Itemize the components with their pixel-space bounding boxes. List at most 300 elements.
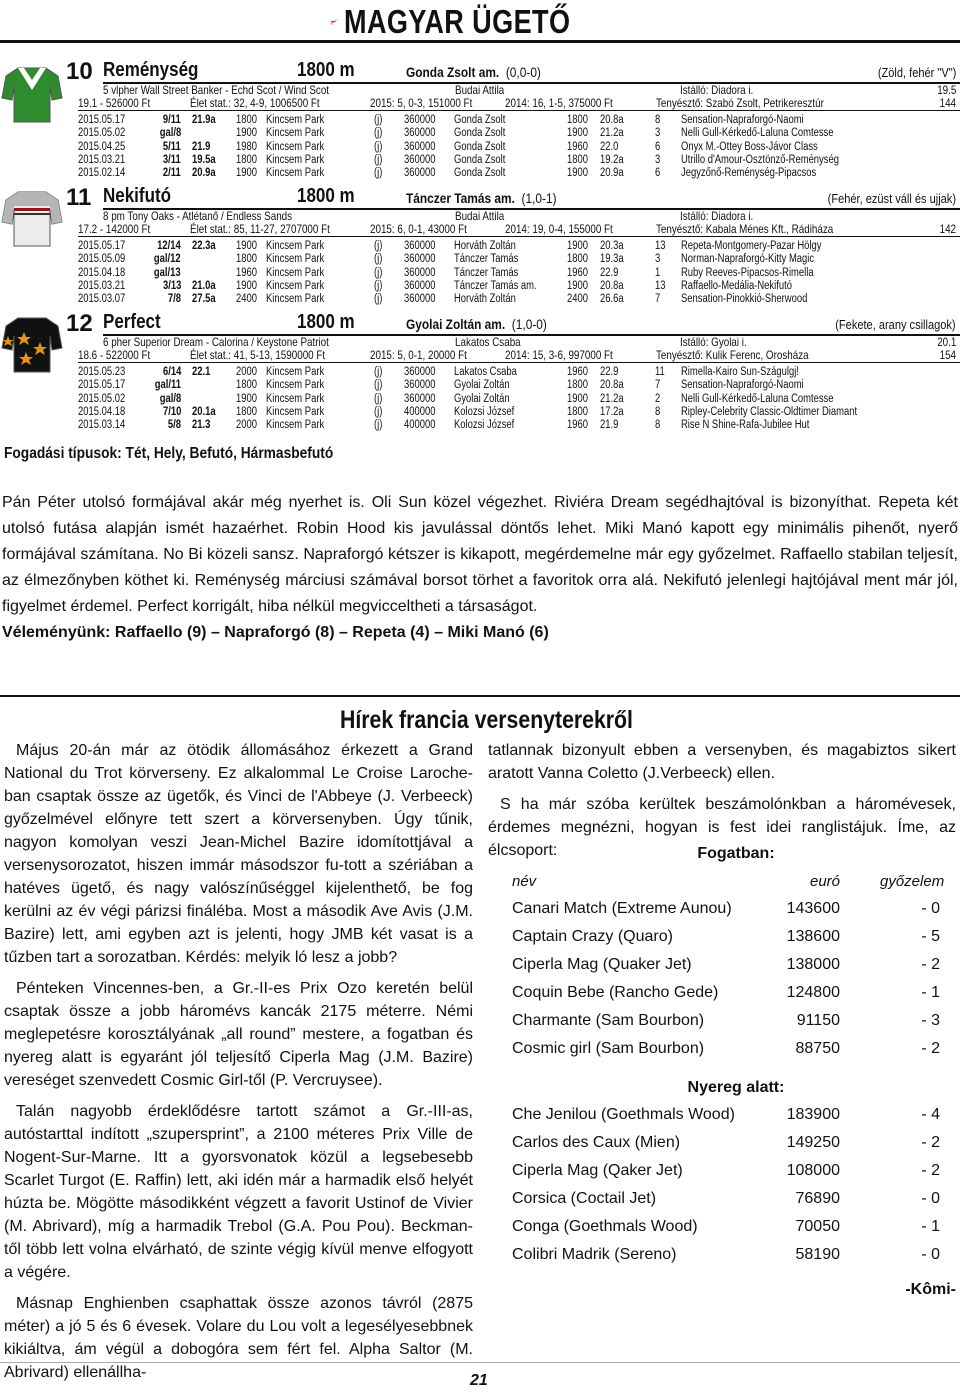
footer-rule (0, 1362, 960, 1363)
race-row (78, 167, 958, 180)
race-n: 7 (655, 293, 661, 306)
race-date: 2015.03.14 (78, 419, 126, 432)
race-rdist: 1960 (567, 140, 588, 153)
race-track: Kincsem Park (266, 114, 325, 126)
race-dist: 1800 (236, 114, 257, 126)
race-prize: 360000 (404, 279, 436, 292)
year-stat-2015: 2015: 5, 0-3, 151000 Ft (370, 96, 473, 110)
news-paragraph: tatlannak bizonyult ebben a versenyben, és magabiztos sikert aratott Vanna Coletto (J.Verbeeck) ellen. (488, 742, 956, 782)
table-cell-name: Ciperla Mag (Quaker Jet) (512, 956, 692, 973)
trainer: Lakatos Csaba (455, 335, 521, 349)
race-rtime: 20.8a (600, 379, 624, 392)
table-cell-euro: 76890 (795, 1190, 840, 1207)
divider (78, 110, 960, 111)
breeder: Tenyésztő: Szabó Zsolt, Petrikeresztúr (656, 96, 824, 110)
table-cell-wins: - 0 (921, 900, 940, 917)
race-n: 1 (655, 266, 661, 279)
race-dist: 1900 (236, 240, 257, 252)
race-date: 2015.05.17 (78, 379, 126, 392)
pedigree: 8 pm Tony Oaks - Atlétanő / Endless Sands (103, 209, 293, 223)
race-result: Sensation-Napraforgó-Naomi (681, 379, 804, 392)
race-rtime: 22.9 (600, 266, 619, 279)
breeder: Tenyésztő: Kabala Ménes Kft., Rádiháza (656, 222, 834, 236)
race-dist: 1900 (236, 167, 257, 180)
table-cell-euro: 149250 (786, 1134, 840, 1151)
col-header-wins: győzelem (880, 873, 945, 890)
race-driver: Gonda Zsolt (454, 127, 506, 140)
magazine-title: MAGYAR ÜGETŐ (343, 3, 571, 40)
table-cell-wins: - 2 (921, 1134, 940, 1151)
table-cell-wins: - 1 (921, 984, 940, 1001)
code: 144 (939, 96, 956, 110)
race-prize: 360000 (404, 153, 436, 166)
race-rdist: 1960 (567, 266, 588, 279)
table-row (512, 1040, 942, 1068)
race-rdist: 1800 (567, 379, 588, 392)
race-date: 2015.05.23 (78, 366, 126, 378)
race-track: Kincsem Park (266, 419, 325, 432)
table-row (512, 1190, 942, 1218)
race-n: 2 (655, 392, 661, 405)
race-place: 12/14 (157, 240, 181, 252)
table-cell-wins: - 2 (921, 1040, 940, 1057)
driver-name: Gonda Zsolt am. (0,0-0) (406, 64, 541, 80)
horse-sulky-logo (330, 6, 338, 38)
race-row (78, 406, 958, 419)
race-time: 21.0a (192, 279, 216, 292)
race-rtime: 26.6a (600, 293, 624, 306)
race-n: 13 (655, 279, 666, 292)
table-cell-name: Captain Crazy (Quaro) (512, 928, 673, 945)
news-title: Hírek francia versenyterekről (340, 706, 633, 734)
horse-name: Perfect (103, 311, 161, 333)
race-dist: 2000 (236, 366, 257, 378)
life-stat: Élet stat.: 32, 4-9, 1006500 Ft (190, 96, 320, 110)
race-driver: Kolozsi József (454, 419, 515, 432)
horse-number: 10 (66, 58, 93, 85)
race-place: gal/13 (154, 266, 181, 279)
race-dist: 1800 (236, 153, 257, 166)
race-place: gal/11 (154, 379, 181, 392)
table-cell-name: Che Jenilou (Goethmals Wood) (512, 1106, 735, 1123)
table-cell-wins: - 5 (921, 928, 940, 945)
divider (78, 236, 960, 237)
race-date: 2015.04.18 (78, 405, 126, 418)
table-cell-euro: 108000 (786, 1162, 840, 1179)
race-cond: (j) (374, 379, 383, 392)
race-driver: Tánczer Tamás (454, 266, 519, 279)
race-result: Jegyzőnő-Reménység-Pipacsos (681, 167, 817, 180)
race-distance: 1800 m (297, 311, 355, 333)
race-n: 3 (655, 127, 661, 140)
table-row (512, 984, 942, 1012)
race-row (78, 366, 958, 379)
race-cond: (j) (374, 114, 383, 126)
race-rdist: 1960 (567, 366, 588, 378)
race-result: Nelli Gull-Kérkedő-Laluna Comtesse (681, 392, 834, 405)
race-row (78, 419, 958, 432)
race-rdist: 1900 (567, 279, 588, 292)
race-track: Kincsem Park (266, 293, 325, 306)
race-rdist: 1800 (567, 114, 588, 126)
silks-colors: (Fehér, ezüst váll és ujjak) (827, 191, 956, 206)
table-cell-name: Carlos des Caux (Mien) (512, 1134, 681, 1151)
race-driver: Tánczer Tamás (454, 253, 519, 266)
race-place: gal/8 (159, 392, 181, 405)
table-cell-wins: - 2 (921, 1162, 940, 1179)
race-time: 20.9a (192, 167, 216, 180)
table-cell-euro: 183900 (786, 1106, 840, 1123)
race-prize: 360000 (404, 127, 436, 140)
silks-green-white-v-icon (0, 62, 64, 124)
race-cond: (j) (374, 366, 383, 378)
race-row (78, 267, 958, 280)
table-cell-name: Conga (Goethmals Wood) (512, 1218, 698, 1235)
race-date: 2015.02.14 (78, 167, 126, 180)
race-rdist: 1960 (567, 419, 588, 432)
race-prize: 360000 (404, 167, 436, 180)
race-cond: (j) (374, 293, 383, 306)
race-driver: Tánczer Tamás am. (454, 279, 537, 292)
race-row (78, 127, 958, 140)
race-prize: 400000 (404, 419, 436, 432)
race-rtime: 19.2a (600, 153, 624, 166)
race-date: 2015.05.02 (78, 392, 126, 405)
race-prize: 360000 (404, 240, 436, 252)
race-date: 2015.04.25 (78, 140, 126, 153)
race-cond: (j) (374, 140, 383, 153)
horse-name: Nekifutó (103, 185, 171, 207)
brand (330, 4, 620, 40)
race-rtime: 20.9a (600, 167, 624, 180)
table-cell-euro: 143600 (786, 900, 840, 917)
table-cell-name: Ciperla Mag (Qaker Jet) (512, 1162, 683, 1179)
race-time: 21.3 (192, 419, 211, 432)
race-date: 2015.05.02 (78, 127, 126, 140)
race-prize: 360000 (404, 366, 436, 378)
verdict: Véleményünk: Raffaello (9) – Napraforgó (8) – Repeta (4) – Miki Manó (6) (2, 624, 549, 641)
analysis-text: Pán Péter utolsó formájával akár még nyerhet is. Oli Sun közel végezhet. Riviéra Dream segédhajtóval is bizonyíthat. Repeta két utolsó futása alapján ismét hazaérhet. Robin Hood kis javulással döntős lehet. Miki Manó kapott egy minimális pihenőt, nyerő formájával számítana. No Bi közeli sansz. Napraforgó kétszer is kikapott, megérdemelne már egy győzelmet. Raffaello stabilan teljesít, az élmezőnyben köthet ki. Reménység márciusi számával borsot törhet a favoritok orra alá. Nekifutó jelenlegi hajtójával ment már jól, figyelmet érdemel. Perfect korrigált, hiba nélkül megvicceltheti a társaságot. (2, 494, 958, 615)
race-cond: (j) (374, 405, 383, 418)
race-place: gal/8 (159, 127, 181, 140)
race-n: 6 (655, 167, 661, 180)
table-cell-name: Cosmic girl (Sam Bourbon) (512, 1040, 705, 1057)
news-paragraph: Május 20-án már az ötödik állomásához érkezett a Grand National du Trot körverseny. Ez alkalommal Le Croise Laroche-ban csaptak össze az ügetők, és Vinci de l'Abbeye (J. Verbeeck) győzelmével előnyre tett szert a körversenyben. Úgy tűnik, nagyon komolyan veszi Jean-Michel Bazire idomítottjával a versenysorozatot, hiszen immár másodszor fu-tott a szériában a hatéves ügető, és nagy valószínűséggel kijelenthető, be fog kerülni az év végi párizsi finálébа. Most a második Ave Avis (J.M. Bazire) lett, ami egyben azt is jelenti, hogy JMB két vasat is a tűzben tart a sorozatban. Kérdés: melyik ló lesz a jobb? (4, 742, 473, 966)
race-driver: Horváth Zoltán (454, 240, 516, 252)
race-time: 22.3a (192, 240, 216, 252)
race-rtime: 22.9 (600, 366, 619, 378)
race-place: gal/12 (154, 253, 181, 266)
race-result: Onyx M.-Ottey Boss-Jávor Class (681, 140, 818, 153)
race-result: Rimella-Kairo Sun-Szágulgj! (681, 366, 799, 378)
race-date: 2015.05.09 (78, 253, 126, 266)
year-stat-2014: 2014: 15, 3-6, 997000 Ft (505, 348, 613, 362)
race-n: 8 (655, 419, 661, 432)
section-divider (0, 695, 960, 697)
race-date: 2015.05.17 (78, 114, 126, 126)
race-cond: (j) (374, 253, 383, 266)
horse-number: 11 (66, 184, 92, 211)
race-rdist: 1900 (567, 167, 588, 180)
col-header-name: név (512, 873, 537, 890)
analysis-paragraph (2, 490, 958, 646)
race-rtime: 17.2a (600, 405, 624, 418)
race-driver: Gyolai Zoltán (454, 392, 510, 405)
odds: 20.1 (936, 335, 956, 349)
race-dist: 2000 (236, 419, 257, 432)
race-result: Utrillo d'Amour-Ösztönző-Reménység (681, 153, 839, 166)
race-rtime: 20.8a (600, 279, 624, 292)
news-paragraph: Talán nagyobb érdeklődésre tartott számot a Gr.-III-as, autóstarttal indított „szupersprint”, a 2100 méteres Prix Ville de Nogent-Sur-Marne. Itt a gyorsvonatok közül a legsebesebb Scarlet Turgot (E. Raffin) lett, aki idén már a harmadik első helyét húzta be. Mögötte másodikként végzett a favorit Ustinof de Vivier (M. Abrivard), míg a harmadik Trebol (G.A. Pou Pou). Beckman-től több lett volna elvárható, de szinte végig kívül menve elfogyott a végére. (4, 1103, 473, 1281)
race-row (78, 253, 958, 266)
race-date: 2015.03.07 (78, 293, 126, 306)
race-n: 8 (655, 405, 661, 418)
race-dist: 1800 (236, 253, 257, 266)
race-row (78, 114, 958, 127)
race-place: 3/11 (163, 153, 181, 166)
race-row (78, 393, 958, 406)
table-cell-wins: - 1 (921, 1218, 940, 1235)
table-cell-euro: 88750 (795, 1040, 840, 1057)
race-track: Kincsem Park (266, 366, 325, 378)
driver-name: Gyolai Zoltán am. (1,0-0) (406, 316, 547, 332)
bet-types: Fogadási típusok: Tét, Hely, Befutó, Hármasbefutó (4, 445, 334, 462)
race-driver: Kolozsi József (454, 405, 515, 418)
race-track: Kincsem Park (266, 379, 325, 392)
race-row (78, 379, 958, 392)
race-date: 2015.03.21 (78, 153, 126, 166)
race-distance: 1800 m (297, 59, 355, 81)
table-cell-wins: - 3 (921, 1012, 940, 1029)
code: 154 (939, 348, 956, 362)
race-place: 7/8 (167, 293, 181, 306)
race-n: 13 (655, 240, 666, 252)
race-driver: Gonda Zsolt (454, 153, 506, 166)
race-driver: Gonda Zsolt (454, 140, 506, 153)
table-cell-euro: 138000 (786, 956, 840, 973)
race-cond: (j) (374, 279, 383, 292)
stable: Istálló: Gyolai i. (680, 335, 747, 349)
table-cell-euro: 124800 (786, 984, 840, 1001)
race-rdist: 1900 (567, 127, 588, 140)
race-n: 3 (655, 153, 661, 166)
race-cond: (j) (374, 167, 383, 180)
pedigree: 6 pher Superior Dream - Calorina / Keystone Patriot (103, 335, 329, 349)
race-date: 2015.05.17 (78, 240, 126, 252)
race-rtime: 21.9 (600, 419, 619, 432)
table-row (512, 1012, 942, 1040)
race-cond: (j) (374, 392, 383, 405)
race-track: Kincsem Park (266, 127, 325, 140)
horse-entry-12 (0, 308, 960, 438)
race-prize: 400000 (404, 405, 436, 418)
race-track: Kincsem Park (266, 240, 325, 252)
race-dist: 1900 (236, 279, 257, 292)
news-left-column (4, 739, 473, 1384)
race-result: Ripley-Celebrity Classic-Oldtimer Diamant (681, 405, 858, 418)
race-result: Rise N Shine-Rafa-Jubilee Hut (681, 419, 810, 432)
race-cond: (j) (374, 127, 383, 140)
race-result: Ruby Reeves-Pipacsos-Rimella (681, 266, 814, 279)
race-rtime: 20.3a (600, 240, 624, 252)
table-cell-euro: 70050 (795, 1218, 840, 1235)
table-cell-name: Corsica (Coctail Jet) (512, 1190, 657, 1207)
race-dist: 1900 (236, 392, 257, 405)
race-row (78, 240, 958, 253)
race-track: Kincsem Park (266, 392, 325, 405)
odds: 19.5 (936, 83, 956, 97)
table-row (512, 1106, 942, 1134)
race-rtime: 21.2a (600, 392, 624, 405)
race-time: 19.5a (192, 153, 216, 166)
race-time: 27.5a (192, 293, 216, 306)
silks-colors: (Zöld, fehér "V") (877, 65, 956, 80)
driver-name: Tánczer Tamás am. (1,0-1) (406, 190, 557, 206)
author-signature: -Kômi- (905, 1281, 956, 1298)
table-cell-wins: - 4 (921, 1106, 940, 1123)
news-paragraph: S ha már szóba kerültek beszámolónkban a háromévesek, érdemes megnézni, hogyan is fest idei ranglistájuk. Íme, az élcsoport: (488, 796, 956, 859)
race-result: Sensation-Pinokkió-Sherwood (681, 293, 808, 306)
life-stat: Élet stat.: 41, 5-13, 1590000 Ft (190, 348, 326, 362)
race-n: 8 (655, 114, 661, 126)
race-n: 11 (655, 366, 665, 378)
race-rdist: 1900 (567, 240, 588, 252)
year-stat-2014: 2014: 16, 1-5, 375000 Ft (505, 96, 613, 110)
race-track: Kincsem Park (266, 153, 325, 166)
race-rdist: 1800 (567, 405, 588, 418)
race-place: 6/14 (162, 366, 181, 378)
table-row (512, 928, 942, 956)
race-date: 2015.03.21 (78, 279, 126, 292)
page-number: 21 (470, 1372, 488, 1389)
year-stat-2015: 2015: 5, 0-1, 20000 Ft (370, 348, 467, 362)
race-time: 22.1 (192, 366, 211, 378)
race-prize: 360000 (404, 114, 436, 126)
race-driver: Gonda Zsolt (454, 114, 506, 126)
divider (78, 362, 960, 363)
race-dist: 1800 (236, 379, 257, 392)
race-rdist: 1800 (567, 153, 588, 166)
race-rtime: 20.8a (600, 114, 624, 126)
race-distance: 1800 m (297, 185, 355, 207)
table-row (512, 1218, 942, 1246)
table-cell-euro: 91150 (796, 1012, 840, 1029)
record-stat: 18.6 - 522000 Ft (78, 348, 151, 362)
horse-number: 12 (66, 310, 93, 337)
race-row (78, 280, 958, 293)
race-prize: 360000 (404, 140, 436, 153)
race-rtime: 22.0 (600, 140, 619, 153)
race-track: Kincsem Park (266, 405, 325, 418)
year-stat-2015: 2015: 6, 0-1, 43000 Ft (370, 222, 467, 236)
race-dist: 1800 (236, 405, 257, 418)
silks-black-gold-stars-icon (0, 312, 64, 374)
race-rdist: 1900 (567, 392, 588, 405)
race-dist: 1980 (236, 140, 257, 153)
race-rtime: 21.2a (600, 127, 624, 140)
race-driver: Horváth Zoltán (454, 293, 516, 306)
race-place: 2/11 (163, 167, 181, 180)
table-cell-wins: - 2 (921, 956, 940, 973)
race-prize: 360000 (404, 266, 436, 279)
table-row (512, 1134, 942, 1162)
race-track: Kincsem Park (266, 140, 325, 153)
race-place: 5/11 (163, 140, 181, 153)
record-stat: 19.1 - 526000 Ft (78, 96, 151, 110)
horse-entry-11 (0, 182, 960, 312)
table-cell-name: Coquin Bebe (Rancho Gede) (512, 984, 719, 1001)
table-cell-wins: - 0 (921, 1246, 940, 1263)
race-place: 9/11 (163, 114, 181, 126)
table-cell-name: Canari Match (Extreme Aunou) (512, 900, 732, 917)
race-n: 7 (655, 379, 661, 392)
horse-entry-10 (0, 56, 960, 186)
table-row (512, 900, 942, 928)
race-rdist: 1800 (567, 253, 588, 266)
stable: Istálló: Diadora i. (680, 83, 754, 97)
race-prize: 360000 (404, 293, 436, 306)
race-dist: 1960 (236, 266, 257, 279)
table-title-fogatban: Fogatban: (697, 845, 775, 862)
race-track: Kincsem Park (266, 279, 325, 292)
race-result: Raffaello-Medália-Nekifutó (681, 279, 792, 292)
race-track: Kincsem Park (266, 253, 325, 266)
race-time: 20.1a (192, 405, 216, 418)
race-track: Kincsem Park (266, 167, 325, 180)
race-cond: (j) (374, 240, 383, 252)
table-cell-name: Charmante (Sam Bourbon) (512, 1012, 705, 1029)
silks-colors: (Fekete, arany csillagok) (835, 317, 956, 332)
race-prize: 360000 (404, 379, 436, 392)
header-rule (0, 40, 960, 43)
race-place: 5/8 (167, 419, 181, 432)
race-n: 6 (655, 140, 661, 153)
race-result: Norman-Napraforgó-Kitty Magic (681, 253, 815, 266)
life-stat: Élet stat.: 85, 11-27, 2707000 Ft (190, 222, 330, 236)
race-dist: 1900 (236, 127, 257, 140)
silks-white-silver-icon (0, 186, 64, 248)
horse-name: Reménység (103, 59, 199, 81)
race-rtime: 19.3a (600, 253, 624, 266)
race-cond: (j) (374, 153, 383, 166)
pedigree: 5 vlpher Wall Street Banker - Echd Scot / Wind Scot (103, 83, 330, 97)
race-date: 2015.04.18 (78, 266, 126, 279)
race-n: 3 (655, 253, 661, 266)
race-dist: 2400 (236, 293, 257, 306)
trainer: Budai Attila (455, 209, 505, 223)
race-time: 21.9a (192, 114, 216, 126)
race-track: Kincsem Park (266, 266, 325, 279)
race-rdist: 2400 (567, 293, 588, 306)
race-driver: Gonda Zsolt (454, 167, 506, 180)
race-prize: 360000 (404, 392, 436, 405)
record-stat: 17.2 - 142000 Ft (78, 222, 151, 236)
table-cell-euro: 138600 (786, 928, 840, 945)
race-driver: Lakatos Csaba (454, 366, 517, 378)
table-cell-euro: 58190 (795, 1246, 840, 1263)
race-row (78, 141, 958, 154)
race-time: 21.9 (192, 140, 211, 153)
race-place: 3/13 (162, 279, 181, 292)
code: 142 (939, 222, 956, 236)
race-driver: Gyolai Zoltán (454, 379, 510, 392)
table-row (512, 956, 942, 984)
table-row (512, 1246, 942, 1274)
year-stat-2014: 2014: 19, 0-4, 155000 Ft (505, 222, 613, 236)
trainer: Budai Attila (455, 83, 505, 97)
race-result: Sensation-Napraforgó-Naomi (681, 114, 804, 126)
table-cell-name: Colibri Madrik (Sereno) (512, 1246, 677, 1263)
